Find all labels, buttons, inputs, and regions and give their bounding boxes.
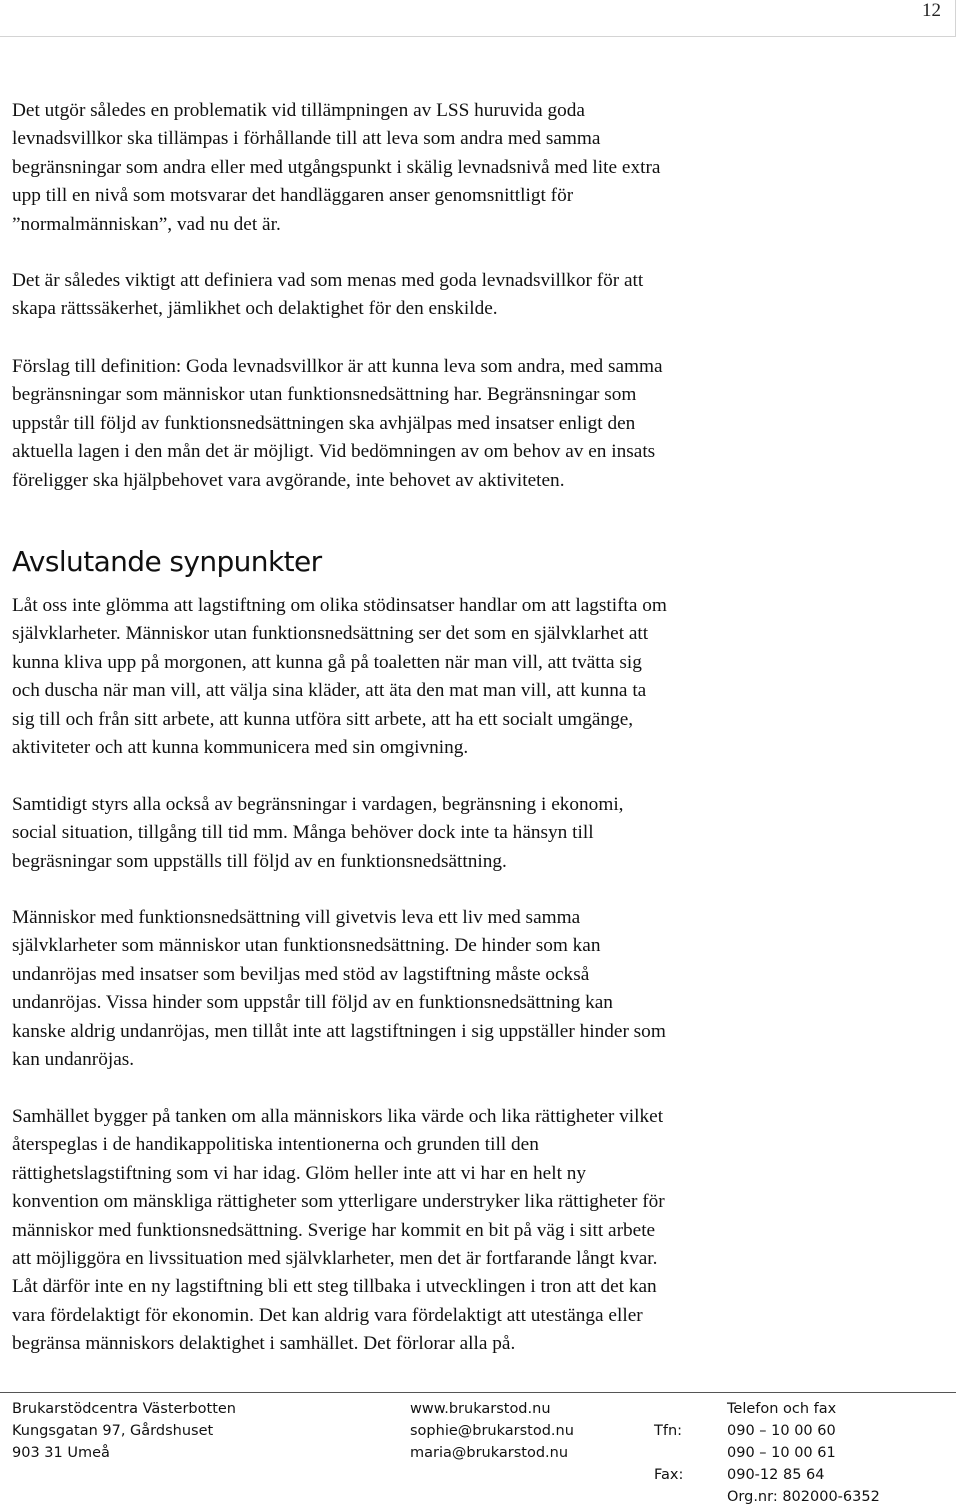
page-number-box: [0, 0, 956, 37]
footer-street: Kungsgatan 97, Gårdshuset: [12, 1423, 214, 1439]
text-line: begränsningar som andra eller med utgångspunkt i skälig levnadsnivå med lite extra: [12, 156, 661, 178]
footer-divider: [0, 1392, 956, 1393]
text-line: undanröjas. Vissa hinder som uppstår till följd av en funktionsnedsättning kan: [12, 992, 613, 1014]
footer-website-link[interactable]: www.brukarstod.nu: [410, 1401, 551, 1417]
footer-phone-labels: [654, 1398, 683, 1486]
page-number: 12: [922, 0, 941, 21]
text-line: kanske aldrig undanröjas, men tillåt inte att lagstiftningen i sig uppställer hinder som: [12, 1020, 666, 1042]
text-line: aktiviteter och att kunna kommunicera med sin omgivning.: [12, 737, 469, 759]
spacer: [654, 1398, 683, 1420]
text-line: skapa rättssäkerhet, jämlikhet och delaktighet för den enskilde.: [12, 298, 498, 320]
footer-phone-numbers: [727, 1398, 880, 1508]
footer-web-contacts: [410, 1398, 574, 1464]
paragraph-2: [12, 267, 942, 324]
text-line: att möjliggöra en livssituation med självklarheter, men det är fortfarande långt kvar.: [12, 1248, 658, 1270]
text-line: kunna kliva upp på morgonen, att kunna gå på toaletten när man vill, att tvätta sig: [12, 651, 642, 673]
text-line: undanröjas med insatser som beviljas med stöd av lagstiftning måste också: [12, 963, 590, 985]
footer-email-link[interactable]: maria@brukarstod.nu: [410, 1445, 569, 1461]
footer-phone-1: 090 – 10 00 60: [727, 1423, 836, 1439]
footer-orgnr: Org.nr: 802000-6352: [727, 1489, 880, 1505]
footer-address: [12, 1398, 236, 1464]
section-paragraph-2: [12, 791, 942, 876]
text-line: självklarheter som människor utan funktionsnedsättning. De hinder som kan: [12, 935, 601, 957]
text-line: människor med funktionsnedsättning. Sverige har kommit en bit på väg i sitt arbete: [12, 1219, 656, 1241]
text-line: begränsa människors delaktighet i samhället. Det förlorar alla på.: [12, 1333, 516, 1355]
text-line: Människor med funktionsnedsättning vill givetvis leva ett liv med samma: [12, 907, 581, 928]
text-line: ”normalmänniskan”, vad nu det är.: [12, 213, 281, 235]
text-line: upp till en nivå som motsvarar det handläggaren anser genomsnittligt för: [12, 185, 574, 207]
footer-org-name: Brukarstödcentra Västerbotten: [12, 1401, 236, 1417]
text-line: begräsningar som uppställs till följd av en funktionsnedsättning.: [12, 850, 507, 872]
paragraph-1: [12, 97, 942, 239]
text-line: återspeglas i de handikappolitiska intentionerna och grunden till den: [12, 1134, 539, 1156]
footer-city: 903 31 Umeå: [12, 1445, 110, 1461]
text-line: uppstår till följd av funktionsnedsättningen ska avhjälpas med insatser enligt den: [12, 412, 636, 434]
text-line: Låt därför inte en ny lagstiftning bli ett steg tillbaka i utvecklingen i tron att det kan: [12, 1276, 657, 1298]
footer-fax-number: 090-12 85 64: [727, 1467, 825, 1483]
text-line: begränsningar som människor utan funktionsnedsättning har. Begränsningar som: [12, 384, 637, 406]
section-paragraph-1: [12, 592, 942, 762]
text-line: social situation, tillgång till tid mm. Många behöver dock inte ta hänsyn till: [12, 822, 594, 844]
text-line: konvention om mänskliga rättigheter som ytterligare understryker lika rättigheter för: [12, 1191, 665, 1213]
text-line: Samtidigt styrs alla också av begränsningar i vardagen, begränsning i ekonomi,: [12, 794, 624, 815]
text-line: Förslag till definition: Goda levnadsvillkor är att kunna leva som andra, med samma: [12, 356, 663, 377]
text-line: självklarheter. Människor utan funktionsnedsättning ser det som en självklarhet att: [12, 623, 649, 645]
text-line: Det är således viktigt att definiera vad som menas med goda levnadsvillkor för att: [12, 270, 644, 291]
footer-fax-label: Fax:: [654, 1467, 684, 1483]
text-line: och duscha när man vill, att välja sina kläder, att äta den mat man vill, att kunna ta: [12, 680, 647, 702]
text-line: rättighetslagstiftning som vi har idag. Glöm heller inte att vi har en helt ny: [12, 1162, 587, 1184]
text-line: sig till och från sitt arbete, att kunna utföra sitt arbete, att ha ett socialt umgänge,: [12, 708, 634, 730]
text-line: vara fördelaktigt för ekonomin. Det kan aldrig vara fördelaktigt att utestänga eller: [12, 1304, 643, 1326]
text-line: Det utgör således en problematik vid tillämpningen av LSS huruvida goda: [12, 100, 585, 121]
text-line: Samhället bygger på tanken om alla människors lika värde och lika rättigheter vilket: [12, 1106, 664, 1127]
section-paragraph-4: [12, 1103, 942, 1359]
text-line: aktuella lagen i den mån det är möjligt. Vid bedömningen av om behov av en insats: [12, 441, 656, 463]
text-line: Låt oss inte glömma att lagstiftning om olika stödinsatser handlar om att lagstifta om: [12, 595, 667, 616]
section-heading: Avslutande synpunkter: [12, 545, 322, 578]
section-paragraph-3: [12, 904, 942, 1074]
footer-phone-heading: Telefon och fax: [727, 1401, 837, 1417]
footer-phone-2: 090 – 10 00 61: [727, 1445, 836, 1461]
footer-email-link[interactable]: sophie@brukarstod.nu: [410, 1423, 574, 1439]
text-line: föreligger ska hjälpbehovet vara avgörande, inte behovet av aktiviteten.: [12, 469, 565, 491]
paragraph-3: [12, 353, 942, 495]
footer-tfn-label: Tfn:: [654, 1423, 683, 1439]
spacer: [654, 1442, 683, 1464]
text-line: levnadsvillkor ska tillämpas i förhållande till att leva som andra med samma: [12, 128, 601, 150]
text-line: kan undanröjas.: [12, 1049, 135, 1071]
